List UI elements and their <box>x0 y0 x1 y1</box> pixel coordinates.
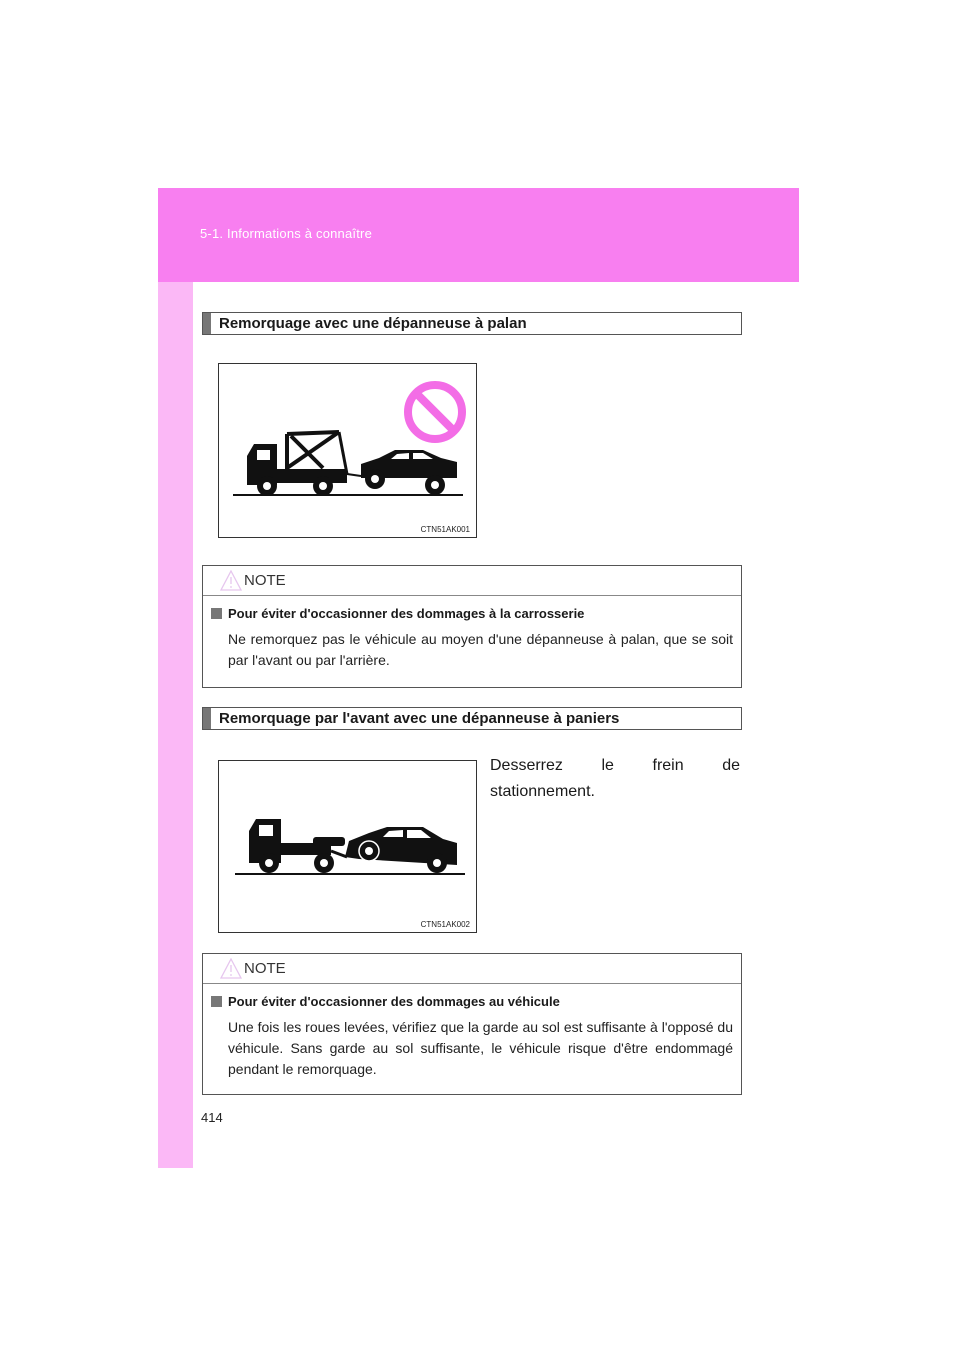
section-title: Remorquage avec une dépanneuse à palan <box>219 315 527 332</box>
figure-code: CTN51AK001 <box>420 525 470 534</box>
note-title <box>211 994 733 1009</box>
note-title-text: Pour éviter d'occasionner des dommages au véhicule <box>228 994 560 1009</box>
instruction-text: Desserrez le frein de stationnement. <box>490 757 740 800</box>
note-label: NOTE <box>244 960 286 977</box>
note-text: Ne remorquez pas le véhicule au moyen d'une dépanneuse à palan, que se soit par l'avant ou par l'arrière. <box>228 631 733 668</box>
note-header <box>203 566 741 596</box>
note-text: Une fois les roues levées, vérifiez que la garde au sol est suffisante à l'opposé du véhicule. Sans garde au sol suffisante, le véhicule risque d'être endommagé pendant le remorquage. <box>228 1019 733 1077</box>
section-heading-hoist <box>202 312 742 335</box>
figure-code: CTN51AK002 <box>420 920 470 929</box>
bullet-square-icon <box>211 996 222 1007</box>
prohibited-sign-icon <box>408 385 462 439</box>
section-tab <box>203 313 211 334</box>
page-number: 414 <box>201 1110 223 1125</box>
warning-triangle-icon <box>220 958 242 979</box>
figure-wheel-lift-towing <box>218 760 477 933</box>
figure-hoist-towing <box>218 363 477 538</box>
bullet-square-icon <box>211 608 222 619</box>
car-icon <box>345 827 457 873</box>
warning-triangle-icon <box>220 570 242 591</box>
note-title <box>211 606 733 621</box>
section-heading-wheel-lift <box>202 707 742 730</box>
breadcrumb: 5-1. Informations à connaître <box>200 226 373 241</box>
note-box-vehicle-damage <box>202 953 742 1095</box>
section-tab <box>203 708 211 729</box>
car-icon <box>361 450 457 495</box>
note-header <box>203 954 741 984</box>
side-strip <box>158 282 193 1168</box>
section-title: Remorquage par l'avant avec une dépanneuse à paniers <box>219 710 620 727</box>
note-title-text: Pour éviter d'occasionner des dommages à la carrosserie <box>228 606 585 621</box>
note-box-body-damage <box>202 565 742 688</box>
note-label: NOTE <box>244 572 286 589</box>
